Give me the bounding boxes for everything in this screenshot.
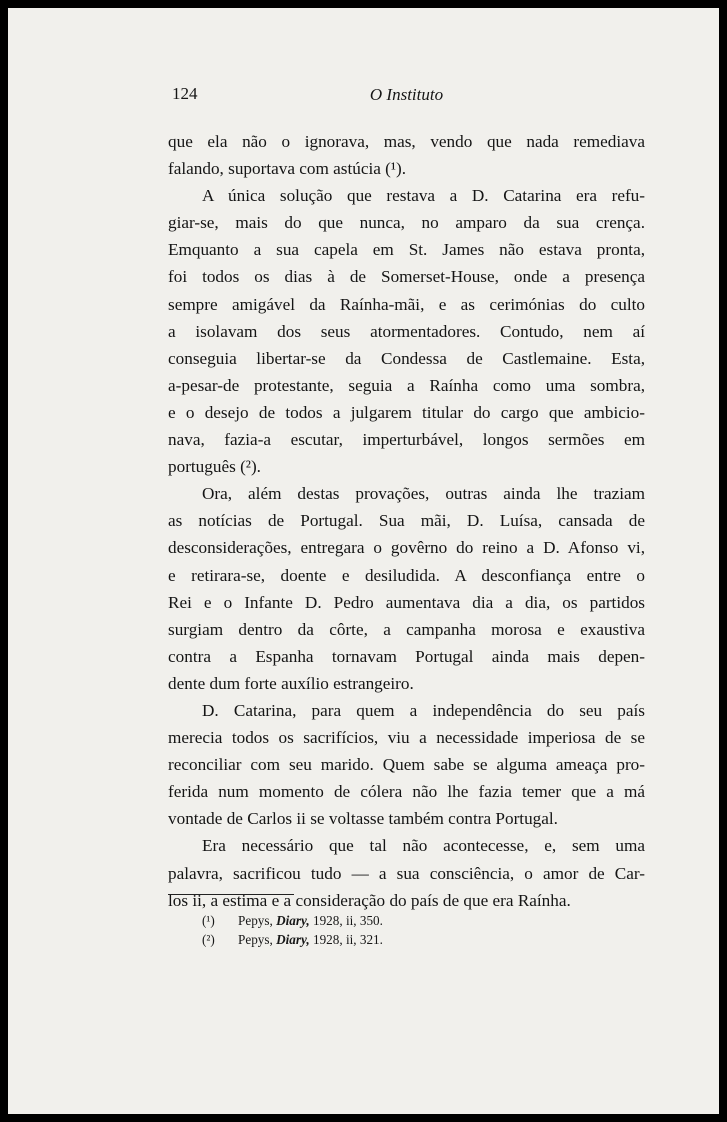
text-line: Rei e o Infante D. Pedro aumentava dia a dia, os partidos: [168, 592, 645, 612]
text-line: dente dum forte auxílio estrangeiro.: [168, 673, 414, 693]
page-header: [168, 84, 645, 108]
footnote-ref: 1928, ii, 350.: [312, 913, 383, 928]
text-line: Emquanto a sua capela em St. James não estava pronta,: [168, 240, 645, 260]
footnote: [202, 911, 562, 930]
text-line: a isolavam dos seus atormentadores. Contudo, nem aí: [168, 321, 645, 341]
text-line: a-pesar-de protestante, seguia a Raínha como uma sombra,: [168, 375, 645, 395]
paragraph: [168, 697, 645, 832]
text-line: foi todos os dias à de Somerset-House, onde a presença: [168, 267, 645, 287]
text-line: português (²).: [168, 457, 261, 477]
page-number: 124: [172, 84, 198, 103]
text-line: sempre amigável da Raínha-mãi, e as cerimónias do culto: [168, 294, 645, 314]
text-line: merecia todos os sacrifícios, viu a necessidade imperiosa de se: [168, 728, 645, 748]
footnote-mark: (²): [202, 932, 215, 947]
text-line: Era necessário que tal não acontecesse, e, sem uma: [202, 836, 645, 856]
book-page: [8, 8, 719, 1114]
text-line: D. Catarina, para quem a independência do seu país: [202, 700, 645, 720]
footnote-work: Diary,: [276, 913, 310, 928]
footnote: [202, 930, 562, 949]
text-line: nava, fazia-a escutar, imperturbável, longos sermões em: [168, 430, 645, 450]
paragraph: [168, 128, 645, 182]
footnote-author: Pepys,: [238, 932, 273, 947]
text-line: A única solução que restava a D. Catarina era refu-: [202, 186, 645, 206]
text-line: que ela não o ignorava, mas, vendo que nada remediava: [168, 132, 645, 151]
body-text: [168, 128, 645, 914]
footnote-work: Diary,: [276, 932, 310, 947]
text-line: surgiam dentro da côrte, a campanha morosa e exaustiva: [168, 619, 645, 639]
text-line: falando, suportava com astúcia (¹).: [168, 159, 407, 179]
text-line: giar-se, mais do que nunca, no amparo da sua crença.: [168, 213, 645, 233]
running-title: O Instituto: [369, 85, 444, 104]
footnote-ref: 1928, ii, 321.: [312, 932, 383, 947]
footnote-rule: [168, 894, 294, 895]
text-line: e retirara-se, doente e desiludida. A desconfiança entre o: [168, 565, 645, 585]
text-line: ferida num momento de cólera não lhe fazia temer que a má: [168, 782, 645, 802]
text-line: as notícias de Portugal. Sua mãi, D. Luísa, cansada de: [168, 511, 645, 531]
text-line: palavra, sacrificou tudo — a sua consciência, o amor de Car-: [168, 863, 645, 883]
text-line: conseguia libertar-se da Condessa de Castlemaine. Esta,: [168, 348, 645, 368]
paragraph: [168, 832, 645, 913]
footnote-author: Pepys,: [238, 913, 273, 928]
text-line: desconsiderações, entregara o govêrno do reino a D. Afonso vi,: [168, 538, 645, 558]
paragraph: [168, 182, 645, 480]
text-line: contra a Espanha tornavam Portugal ainda mais depen-: [168, 646, 645, 666]
text-line: Ora, além destas provações, outras ainda lhe traziam: [202, 484, 645, 504]
paragraph: [168, 480, 645, 697]
footnotes: [202, 911, 562, 949]
text-line: vontade de Carlos ii se voltasse também contra Portugal.: [168, 809, 558, 829]
footnote-mark: (¹): [202, 913, 215, 928]
text-line: los ii, a estima e a consideração do país de que era Raínha.: [168, 890, 571, 910]
text-line: e o desejo de todos a julgarem titular do cargo que ambicio-: [168, 402, 645, 422]
text-line: reconciliar com seu marido. Quem sabe se alguma ameaça pro-: [168, 755, 645, 775]
